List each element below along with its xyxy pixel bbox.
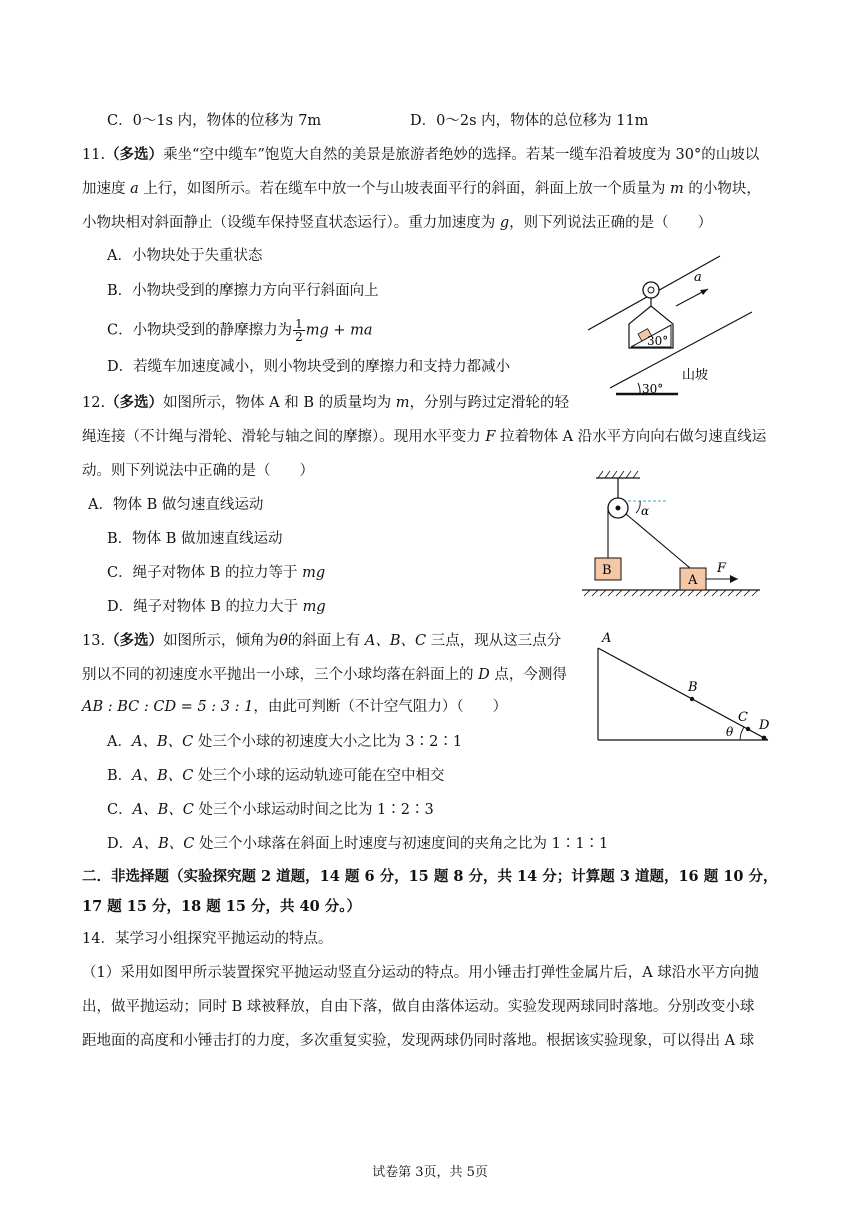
q11-fraction [293, 318, 305, 343]
q13-multi-tag: （多选） [105, 632, 164, 649]
q11-var-m: m [669, 181, 684, 197]
q13-option-d-text: 处三个小球落在斜面上时速度与初速度间的夹角之比为 1∶1∶1 [194, 836, 609, 852]
q12-text: 绳连接（不计绳与滑轮、滑轮与轴之间的摩擦）。现用水平变力 [82, 429, 486, 445]
q13-option-b [107, 766, 445, 786]
q11-incline-angle: 30° [647, 334, 669, 348]
q12-stem-line3: 动。则下列说法中正确的是（ ） [82, 463, 314, 479]
q13-text: 别以不同的初速度水平抛出一小球，三个小球均落在斜面上的 [82, 667, 479, 683]
q11-stem-line2 [82, 179, 761, 199]
q12-force-label: F [717, 561, 727, 576]
q13-point-c-label: C [738, 710, 748, 725]
q13-option-c [107, 800, 434, 820]
q10-option-d: D．0～2s 内，物体的总位移为 11m [410, 113, 649, 129]
q11-option-c-formula: mg + ma [305, 322, 373, 339]
q11-stem-line3 [82, 213, 712, 233]
q14-stem: 14．某学习小组探究平抛运动的特点。 [82, 931, 333, 947]
q13-theta-label: θ [726, 725, 734, 739]
q12-var-m: m [395, 395, 410, 411]
q14-part1-line3: 距地面的高度和小锤击打的力度，多次重复实验，发现两球仍同时落地。根据该实验现象，可以得出 A 球 [82, 1033, 755, 1049]
q13-text: 如图所示，倾角为 [163, 633, 280, 649]
q13-option-a [107, 732, 462, 752]
q12-stem-line2 [82, 427, 766, 447]
q13-var-abc: A、B、C [132, 802, 194, 818]
page-footer: 试卷第 3页，共 5页 [372, 1165, 488, 1180]
q13-option-a-letter: A． [107, 734, 132, 750]
q11-text: 小物块相对斜面静止（设缆车保持竖直状态运行）。重力加速度为 [82, 215, 500, 231]
q12-option-c-var: mg [302, 565, 326, 581]
q11-option-b: B．小物块受到的摩擦力方向平行斜面向上 [107, 283, 379, 299]
q11-var-g: g [499, 215, 510, 231]
q11-number: 11. [82, 147, 106, 163]
section2-heading-line1: 二．非选择题（实验探究题 2 道题，14 题 6 分，15 题 8 分，共 14 分；计算题 3 道题，16 题 10 分， [82, 868, 778, 885]
q12-option-d-text: D．绳子对物体 B 的拉力大于 [107, 599, 303, 615]
q11-option-c [107, 318, 373, 343]
q13-option-a-text: 处三个小球的初速度大小之比为 3∶2∶1 [193, 734, 463, 750]
q12-option-c [107, 563, 325, 583]
q12-var-f: F [485, 429, 496, 445]
q12-text: 拉着物体 A 沿水平方向向右做匀速直线运 [495, 429, 767, 445]
q13-stem-line2 [82, 665, 567, 685]
q12-text: 如图所示，物体 A 和 B 的质量均为 [163, 395, 396, 411]
q13-stem-line3 [82, 697, 507, 717]
q13-point-d-label: D [759, 718, 770, 733]
q11-var-a: a [130, 181, 139, 197]
q11-multi-tag: （多选） [105, 146, 164, 163]
q11-option-c-text: C．小物块受到的静摩擦力为 [107, 322, 293, 339]
q11-acceleration-label: a [694, 270, 702, 285]
q13-option-d [107, 834, 608, 854]
q13-option-d-letter: D． [107, 836, 134, 852]
q13-point-b-label: B [688, 680, 698, 695]
fraction-numerator: 1 [295, 317, 303, 331]
q12-text: ，分别与跨过定滑轮的轻 [409, 395, 569, 411]
q12-multi-tag: （多选） [105, 394, 164, 411]
q11-text: 上行，如图所示。若在缆车中放一个与山坡表面平行的斜面，斜面上放一个质量为 [138, 181, 670, 197]
q12-option-d-var: mg [302, 599, 326, 615]
q13-text: 的斜面上有 [287, 633, 365, 649]
q11-slope-angle: 30° [642, 382, 664, 396]
section2-heading-line2: 17 题 15 分，18 题 15 分，共 40 分。） [82, 898, 362, 915]
q11-cable-car-figure [580, 248, 760, 403]
q12-option-d [107, 597, 326, 617]
q10-option-c: C．0～1s 内，物体的位移为 7m [107, 113, 322, 129]
q14-part1-line1: （1）采用如图甲所示装置探究平抛运动竖直分运动的特点。用小锤击打弹性金属片后，A 球沿水平方向抛 [82, 965, 759, 981]
q12-stem-line1 [82, 393, 569, 413]
q13-var-abc: A、B、C [132, 768, 194, 784]
q11-stem-line1 [82, 145, 759, 165]
q12-block-b-label: B [602, 563, 612, 578]
q11-option-a: A．小物块处于失重状态 [107, 248, 263, 264]
q13-incline-figure [590, 628, 780, 748]
q12-block-a-label: A [688, 573, 698, 588]
q12-number: 12. [82, 395, 106, 411]
q12-pulley-figure [578, 468, 768, 604]
q13-text: 点，今测得 [489, 667, 567, 683]
q13-text: ，由此可判断（不计空气阻力）（ ） [253, 699, 508, 715]
q13-var-d: D [478, 667, 490, 683]
q14-part1-line2: 出，做平抛运动；同时 B 球被释放，自由下落，做自由落体运动。实验发现两球同时落地。分别改变小球 [82, 999, 755, 1015]
q11-text: 的小物块， [683, 181, 761, 197]
q12-option-a: A．物体 B 做匀速直线运动 [88, 497, 264, 513]
q11-text: ，则下列说法正确的是（ ） [509, 215, 713, 231]
q11-text: 加速度 [82, 181, 131, 197]
q13-var-abc: A、B、C [131, 734, 194, 750]
q13-number: 13. [82, 633, 106, 649]
q11-slope-label: 山坡 [682, 368, 709, 383]
q12-alpha-label: α [641, 504, 650, 518]
q11-text: 乘坐“空中缆车”饱览大自然的美景是旅游者绝妙的选择。若某一缆车沿着坡度为 30°的山坡以 [163, 147, 760, 163]
q13-stem-line1 [82, 631, 561, 651]
q13-point-a-label: A [602, 631, 612, 646]
q13-ratio-equation: AB : BC : CD = 5 : 3 : 1 [82, 699, 254, 715]
q12-option-c-text: C．绳子对物体 B 的拉力等于 [107, 565, 303, 581]
q13-var-abc: A、B、C [364, 633, 427, 649]
fraction-denominator: 2 [295, 330, 303, 344]
q13-option-c-letter: C． [107, 802, 133, 818]
q11-option-d: D．若缆车加速度减小，则小物块受到的摩擦力和支持力都减小 [107, 359, 511, 375]
q13-option-c-text: 处三个小球运动时间之比为 1∶2∶3 [193, 802, 434, 818]
q13-option-b-text: 处三个小球的运动轨迹可能在空中相交 [193, 768, 445, 784]
q13-text: 三点，现从这三点分 [426, 633, 562, 649]
q13-option-b-letter: B． [107, 768, 133, 784]
q12-option-b: B．物体 B 做加速直线运动 [107, 531, 283, 547]
q13-var-abc: A、B、C [133, 836, 195, 852]
q13-var-theta: θ [279, 633, 288, 649]
